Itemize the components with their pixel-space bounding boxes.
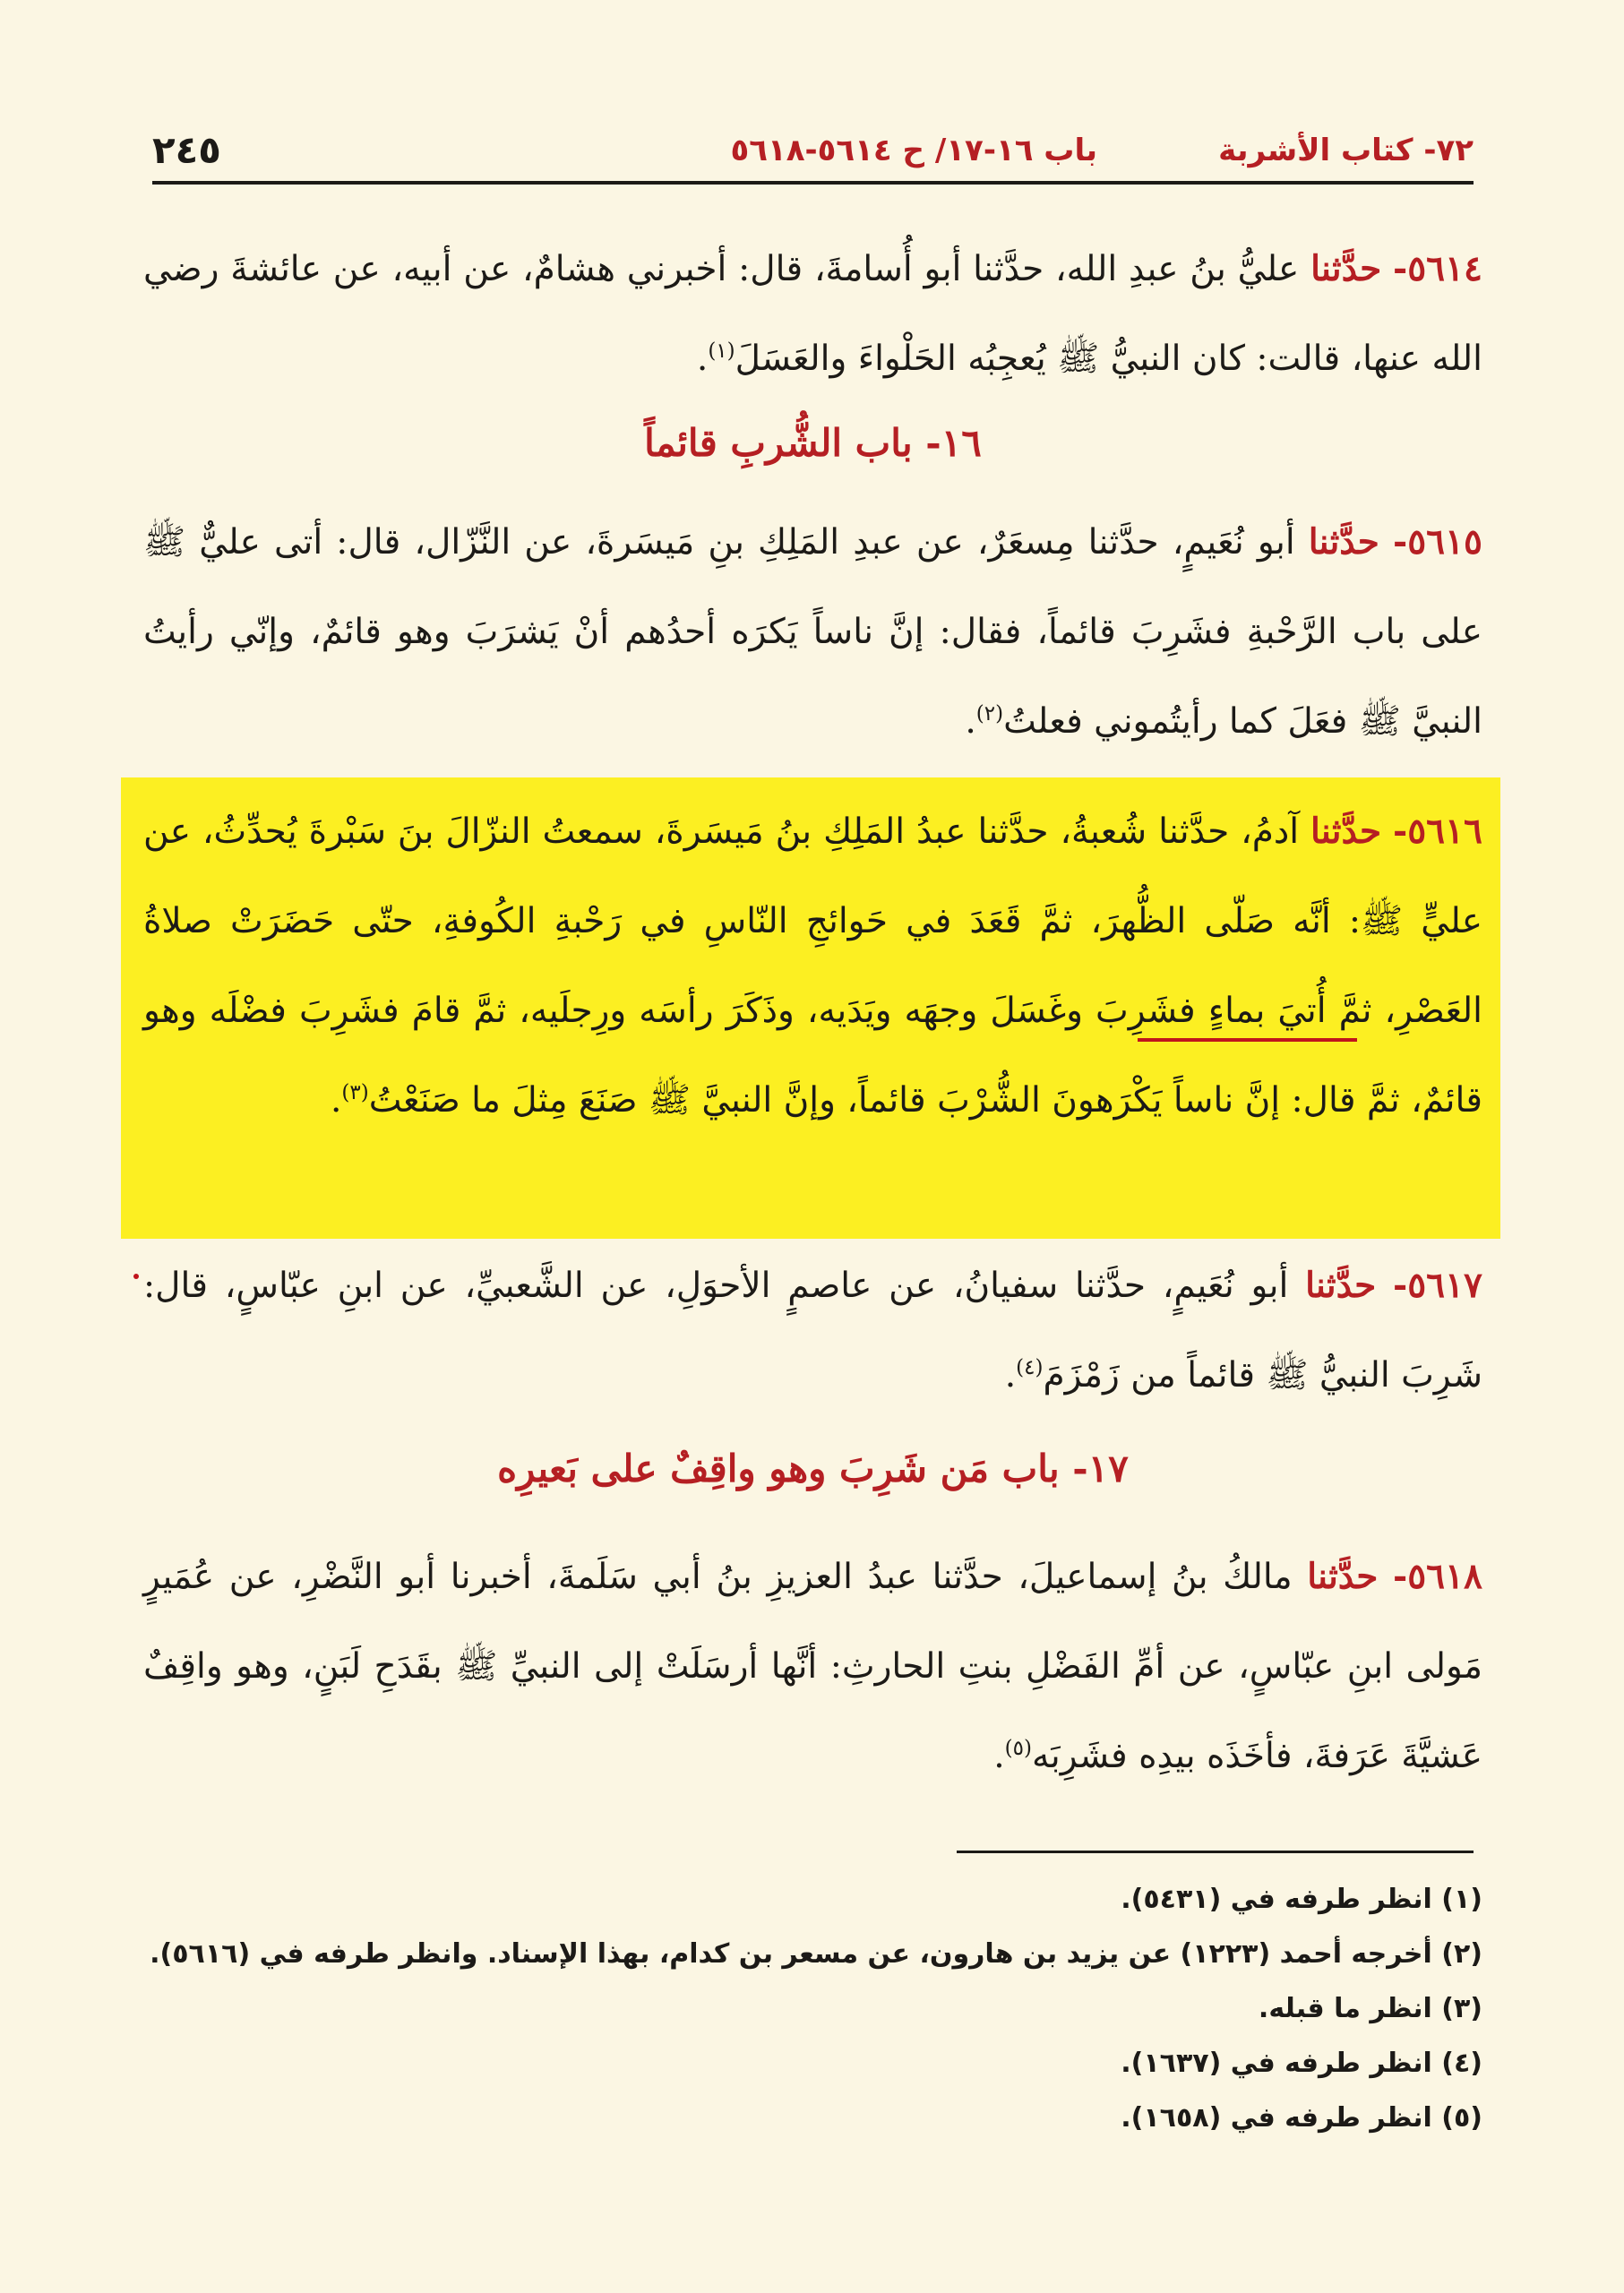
hadith-5616: ٥٦١٦- حدَّثنا آدمُ، حدَّثنا شُعبةُ، حدَّثنا عبدُ المَلِكِ بنُ مَيسَرةَ، سمعتُ النزّالَ بنَ سَبْرةَ يُحدِّثُ، عن عليٍّ ﷺ: أنَّه صَلّى الظُّهرَ، ثمَّ قَعَدَ في حَوائجِ النّاسِ في رَحْبةِ الكُوفةِ، حتّى حَضَرَتْ صلاةُ العَصْرِ، ثمَّ أُتيَ بماءٍ فشَرِبَ وغَسَلَ وجهَه ويَدَيه، وذَكَرَ رأسَه ورِجلَيه، ثمَّ قامَ فشَرِبَ فضْلَه وهو قائمٌ، ثمَّ قال: إنَّ ناساً يَكْرَهونَ الشُّرْبَ قائماً، وإنَّ النبيَّ ﷺ صَنَعَ مِثلَ ما صَنَعْتُ$^{(٣)}$. <box>143 811 1482 1121</box>
red-underline-annotation <box>1138 1038 1357 1042</box>
footnote-ref: (٢) <box>975 702 1004 726</box>
hadith-text: مالكُ بنُ إسماعيلَ، حدَّثنا عبدُ العزيزِ بنُ أبي سَلَمةَ، أخبرنا أبو النَّضْرِ، عن عُمَيرٍ مَولى ابنِ عبّاسٍ، عن أمِّ الفَضْلِ بنتِ الحارثِ: أنَّها أرسَلَتْ إلى النبيِّ ﷺ بقَدَحِ لَبَنٍ، وهو واقِفٌ عَشيَّةَ عَرَفةَ، فأخَذَه بيدِه فشَرِبَه <box>143 1557 1482 1776</box>
footnote: (١) انظر طرفه في (٥٤٣١). <box>1121 1884 1482 1915</box>
hadith-5614: ٥٦١٤- حدَّثنا عليُّ بنُ عبدِ الله، حدَّثنا أبو أُسامةَ، قال: أخبرني هشامٌ، عن أبيه، عن عائشةَ رضي الله عنها، قالت: كان النبيُّ ﷺ يُعجِبُه الحَلْواءَ والعَسَلَ$^{(١)}$. <box>143 248 1482 379</box>
hadith-number: ٥٦١٧- <box>1393 1265 1482 1306</box>
narration-keyword: حدَّثنا <box>1310 811 1382 852</box>
header-chapter-title: ٧٢- كتاب الأشربة <box>1218 133 1474 168</box>
footnote-ref: (٤) <box>1016 1356 1044 1379</box>
hadith-number: ٥٦١٦- <box>1393 811 1482 852</box>
hadith-5617: ٥٦١٧- حدَّثنا أبو نُعَيمٍ، حدَّثنا سفيانُ، عن عاصمٍ الأحوَلِ، عن الشَّعبيِّ، عن ابنِ عبّاسٍ، قال: شَرِبَ النبيُّ ﷺ قائماً من زَمْزَمَ$^{(٤)}$. <box>143 1265 1482 1396</box>
hadith-number: ٥٦١٨- <box>1393 1556 1482 1597</box>
running-header <box>152 124 1474 177</box>
header-reference: باب ١٦-١٧/ ح ٥٦١٤-٥٦١٨ <box>730 133 1097 168</box>
chapter-heading-17: ١٧- باب مَن شَرِبَ وهو واقِفٌ على بَعيرِه <box>497 1447 1129 1490</box>
footnotes <box>143 1872 1482 2145</box>
footnote-ref: (٣) <box>341 1081 369 1104</box>
footnote: (٥) انظر طرفه في (١٦٥٨). <box>1121 2102 1482 2134</box>
footnote: (٤) انظر طرفه في (١٦٣٧). <box>1121 2048 1482 2079</box>
footnote: (٣) انظر ما قبله. <box>1258 1993 1482 2024</box>
narration-keyword: حدَّثنا <box>1307 1556 1379 1597</box>
chapter-heading-16: ١٦- باب الشُّربِ قائماً <box>644 421 982 465</box>
narration-keyword: حدَّثنا <box>1305 1265 1377 1306</box>
hadith-text: آدمُ، حدَّثنا شُعبةُ، حدَّثنا عبدُ المَلِكِ بنُ مَيسَرةَ، سمعتُ النزّالَ بنَ سَبْرةَ يُحدِّثُ، عن عليٍّ ﷺ: أنَّه صَلّى الظُّهرَ، ثمَّ قَعَدَ في حَوائجِ النّاسِ في رَحْبةِ الكُوفةِ، حتّى حَضَرَتْ صلاةُ العَصْرِ، ثمَّ أُتيَ بماءٍ فشَرِبَ وغَسَلَ وجهَه ويَدَيه، وذَكَرَ رأسَه ورِجلَيه، ثمَّ قامَ فشَرِبَ فضْلَه وهو قائمٌ، ثمَّ قال: إنَّ ناساً يَكْرَهونَ الشُّرْبَ قائماً، وإنَّ النبيَّ ﷺ صَنَعَ مِثلَ ما صَنَعْتُ <box>143 812 1482 1121</box>
hadith-number: ٥٦١٥- <box>1393 521 1482 563</box>
footnote-ref: (٥) <box>1004 1737 1032 1760</box>
footnote: (٢) أخرجه أحمد (١٢٢٣) عن يزيد بن هارون، عن مسعر بن كدام، بهذا الإسناد. وانظر طرفه في (٥٦١٦). <box>150 1938 1482 1970</box>
hadith-text: أبو نُعَيمٍ، حدَّثنا مِسعَرٌ، عن عبدِ المَلِكِ بنِ مَيسَرةَ، عن النَّزّال، قال: أتى عليٌّ ﷺ على باب الرَّحْبةِ فشَرِبَ قائماً، فقال: إنَّ ناساً يَكرَه أحدُهم أنْ يَشرَبَ وهو قائمٌ، وإنّي رأيتُ النبيَّ ﷺ فعَلَ كما رأيتُموني فعلتُ <box>143 522 1482 742</box>
footnote-ref: (١) <box>708 339 735 363</box>
hadith-text: أبو نُعَيمٍ، حدَّثنا سفيانُ، عن عاصمٍ الأحوَلِ، عن الشَّعبيِّ، عن ابنِ عبّاسٍ، قال: شَرِبَ النبيُّ ﷺ قائماً من زَمْزَمَ <box>143 1266 1482 1396</box>
hadith-5615: ٥٦١٥- حدَّثنا أبو نُعَيمٍ، حدَّثنا مِسعَرٌ، عن عبدِ المَلِكِ بنِ مَيسَرةَ، عن النَّزّال، قال: أتى عليٌّ ﷺ على باب الرَّحْبةِ فشَرِبَ قائماً، فقال: إنَّ ناساً يَكرَه أحدُهم أنْ يَشرَبَ وهو قائمٌ، وإنّي رأيتُ النبيَّ ﷺ فعَلَ كما رأيتُموني فعلتُ$^{(٢)}$. <box>143 521 1482 742</box>
footnote-divider <box>957 1851 1474 1853</box>
red-dot-annotation <box>133 1274 139 1279</box>
hadith-number: ٥٦١٤- <box>1393 248 1482 289</box>
page-number: ٢٤٥ <box>152 128 221 172</box>
narration-keyword: حدَّثنا <box>1310 248 1382 289</box>
hadith-text: عليُّ بنُ عبدِ الله، حدَّثنا أبو أُسامةَ، قال: أخبرني هشامٌ، عن أبيه، عن عائشةَ رضي الله عنها، قالت: كان النبيُّ ﷺ يُعجِبُه الحَلْواءَ والعَسَلَ <box>143 249 1482 379</box>
narration-keyword: حدَّثنا <box>1308 521 1379 563</box>
hadith-5618: ٥٦١٨- حدَّثنا مالكُ بنُ إسماعيلَ، حدَّثنا عبدُ العزيزِ بنُ أبي سَلَمةَ، أخبرنا أبو النَّضْرِ، عن عُمَيرٍ مَولى ابنِ عبّاسٍ، عن أمِّ الفَضْلِ بنتِ الحارثِ: أنَّها أرسَلَتْ إلى النبيِّ ﷺ بقَدَحِ لَبَنٍ، وهو واقِفٌ عَشيَّةَ عَرَفةَ، فأخَذَه بيدِه فشَرِبَه$^{(٥)}$. <box>143 1556 1482 1776</box>
header-divider <box>152 181 1474 185</box>
